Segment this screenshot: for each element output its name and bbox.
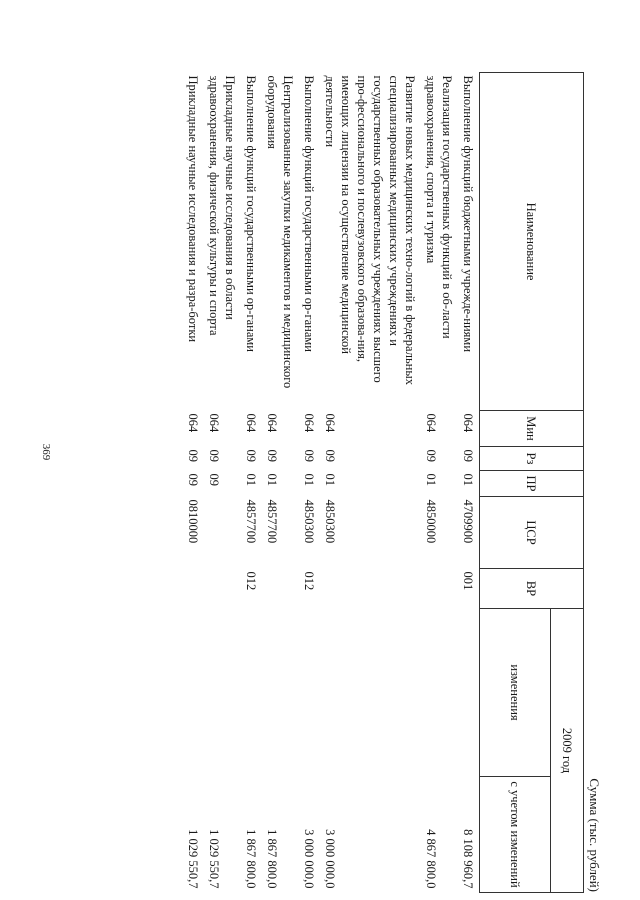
row-name: Выполнение функций государственными ор-ганами xyxy=(302,75,316,352)
row-changes xyxy=(241,609,262,777)
row-pr: 01 xyxy=(244,473,258,486)
row-min: 064 xyxy=(186,413,200,433)
row-min: 064 xyxy=(424,413,438,433)
row-changes xyxy=(458,609,480,777)
row-csr: 0810000 xyxy=(186,499,200,544)
row-pr: 01 xyxy=(461,473,475,486)
row-csr: 4709900 xyxy=(461,499,475,544)
row-total: 3 000 000,0 xyxy=(323,829,337,889)
row-min: 064 xyxy=(323,413,337,433)
row-total: 4 867 800,0 xyxy=(424,829,438,889)
row-min: 064 xyxy=(461,413,475,433)
row-rz: 09 xyxy=(265,449,279,462)
budget-table xyxy=(183,72,584,893)
row-pr: 01 xyxy=(323,473,337,486)
table-row xyxy=(204,73,241,893)
row-pr: 09 xyxy=(207,473,221,486)
row-vr xyxy=(204,569,241,609)
header-rz: Рз xyxy=(480,447,584,471)
table-row xyxy=(183,73,204,893)
row-rz: 09 xyxy=(302,449,316,462)
row-csr: 4850300 xyxy=(302,499,316,544)
row-pr: 09 xyxy=(186,473,200,486)
row-min: 064 xyxy=(244,413,258,433)
row-min: 064 xyxy=(265,413,279,433)
row-vr xyxy=(183,569,204,609)
row-total: 1 029 550,7 xyxy=(207,829,221,889)
table-row xyxy=(421,73,458,893)
header-vr: ВР xyxy=(480,569,584,609)
row-vr: 012 xyxy=(302,571,316,591)
row-vr: 001 xyxy=(461,571,475,591)
row-total: 1 867 800,0 xyxy=(265,829,279,889)
row-pr: 01 xyxy=(265,473,279,486)
header-pr: ПР xyxy=(480,471,584,497)
row-min: 064 xyxy=(302,413,316,433)
units-caption: Сумма (тыс. рублей) xyxy=(587,778,602,892)
row-rz: 09 xyxy=(424,449,438,462)
row-min: 064 xyxy=(207,413,221,433)
row-rz: 09 xyxy=(323,449,337,462)
row-name: Выполнение функций государственными ор-ганами xyxy=(244,75,258,352)
row-csr xyxy=(204,497,241,569)
row-vr xyxy=(262,569,299,609)
table-row xyxy=(299,73,320,893)
row-pr: 01 xyxy=(424,473,438,486)
row-csr: 4857700 xyxy=(265,499,279,544)
row-changes xyxy=(262,609,299,777)
table-row xyxy=(262,73,299,893)
row-csr: 4850300 xyxy=(323,499,337,544)
row-changes xyxy=(299,609,320,777)
page-number: 369 xyxy=(40,443,52,461)
row-rz: 09 xyxy=(186,449,200,462)
table-row xyxy=(458,73,480,893)
row-total: 1 867 800,0 xyxy=(244,829,258,889)
row-total: 1 029 550,7 xyxy=(186,829,200,889)
row-vr: 012 xyxy=(244,571,258,591)
header-changes: изменения xyxy=(480,609,551,777)
row-changes xyxy=(204,609,241,777)
row-vr xyxy=(421,569,458,609)
header-min: Мин xyxy=(480,411,584,447)
row-total: 3 000 000,0 xyxy=(302,829,316,889)
row-changes xyxy=(320,609,421,777)
header-name: Наименование xyxy=(480,73,584,411)
row-csr: 4850000 xyxy=(424,499,438,544)
row-name: Прикладные научные исследования в области здравоохранения, физической культуры и спорта xyxy=(207,75,237,336)
row-rz: 09 xyxy=(207,449,221,462)
table-row xyxy=(241,73,262,893)
row-csr: 4857700 xyxy=(244,499,258,544)
header-year: 2009 год xyxy=(551,609,584,893)
header-with-changes: с учетом изменений xyxy=(480,777,551,893)
row-pr: 01 xyxy=(302,473,316,486)
row-name: Прикладные научные исследования и разра-ботки xyxy=(186,75,200,343)
row-rz: 09 xyxy=(244,449,258,462)
row-total: 8 108 960,7 xyxy=(461,829,475,889)
header-csr: ЦСР xyxy=(480,497,584,569)
row-changes xyxy=(421,609,458,777)
row-rz: 09 xyxy=(461,449,475,462)
row-name: Развитие новых медицинских техно-логий в федеральных специализированных медицинских учреждениях и государственных образовательных учреждениях высшего про-фессионального и послевузовского образова-ния, имеющих лицензии на осуществление медицинской деятельности xyxy=(323,75,417,385)
budget-table-page xyxy=(132,72,602,892)
table-row xyxy=(320,73,421,893)
table-body xyxy=(183,73,480,893)
row-name: Реализация государственных функций в об-ласти здравоохранения, спорта и туризма xyxy=(424,75,454,339)
row-name: Централизованные закупки медикаментов и медицинского оборудования xyxy=(265,75,295,389)
row-changes xyxy=(183,609,204,777)
row-vr xyxy=(320,569,421,609)
row-name: Выполнение функций бюджетными учрежде-ниями xyxy=(461,75,475,353)
